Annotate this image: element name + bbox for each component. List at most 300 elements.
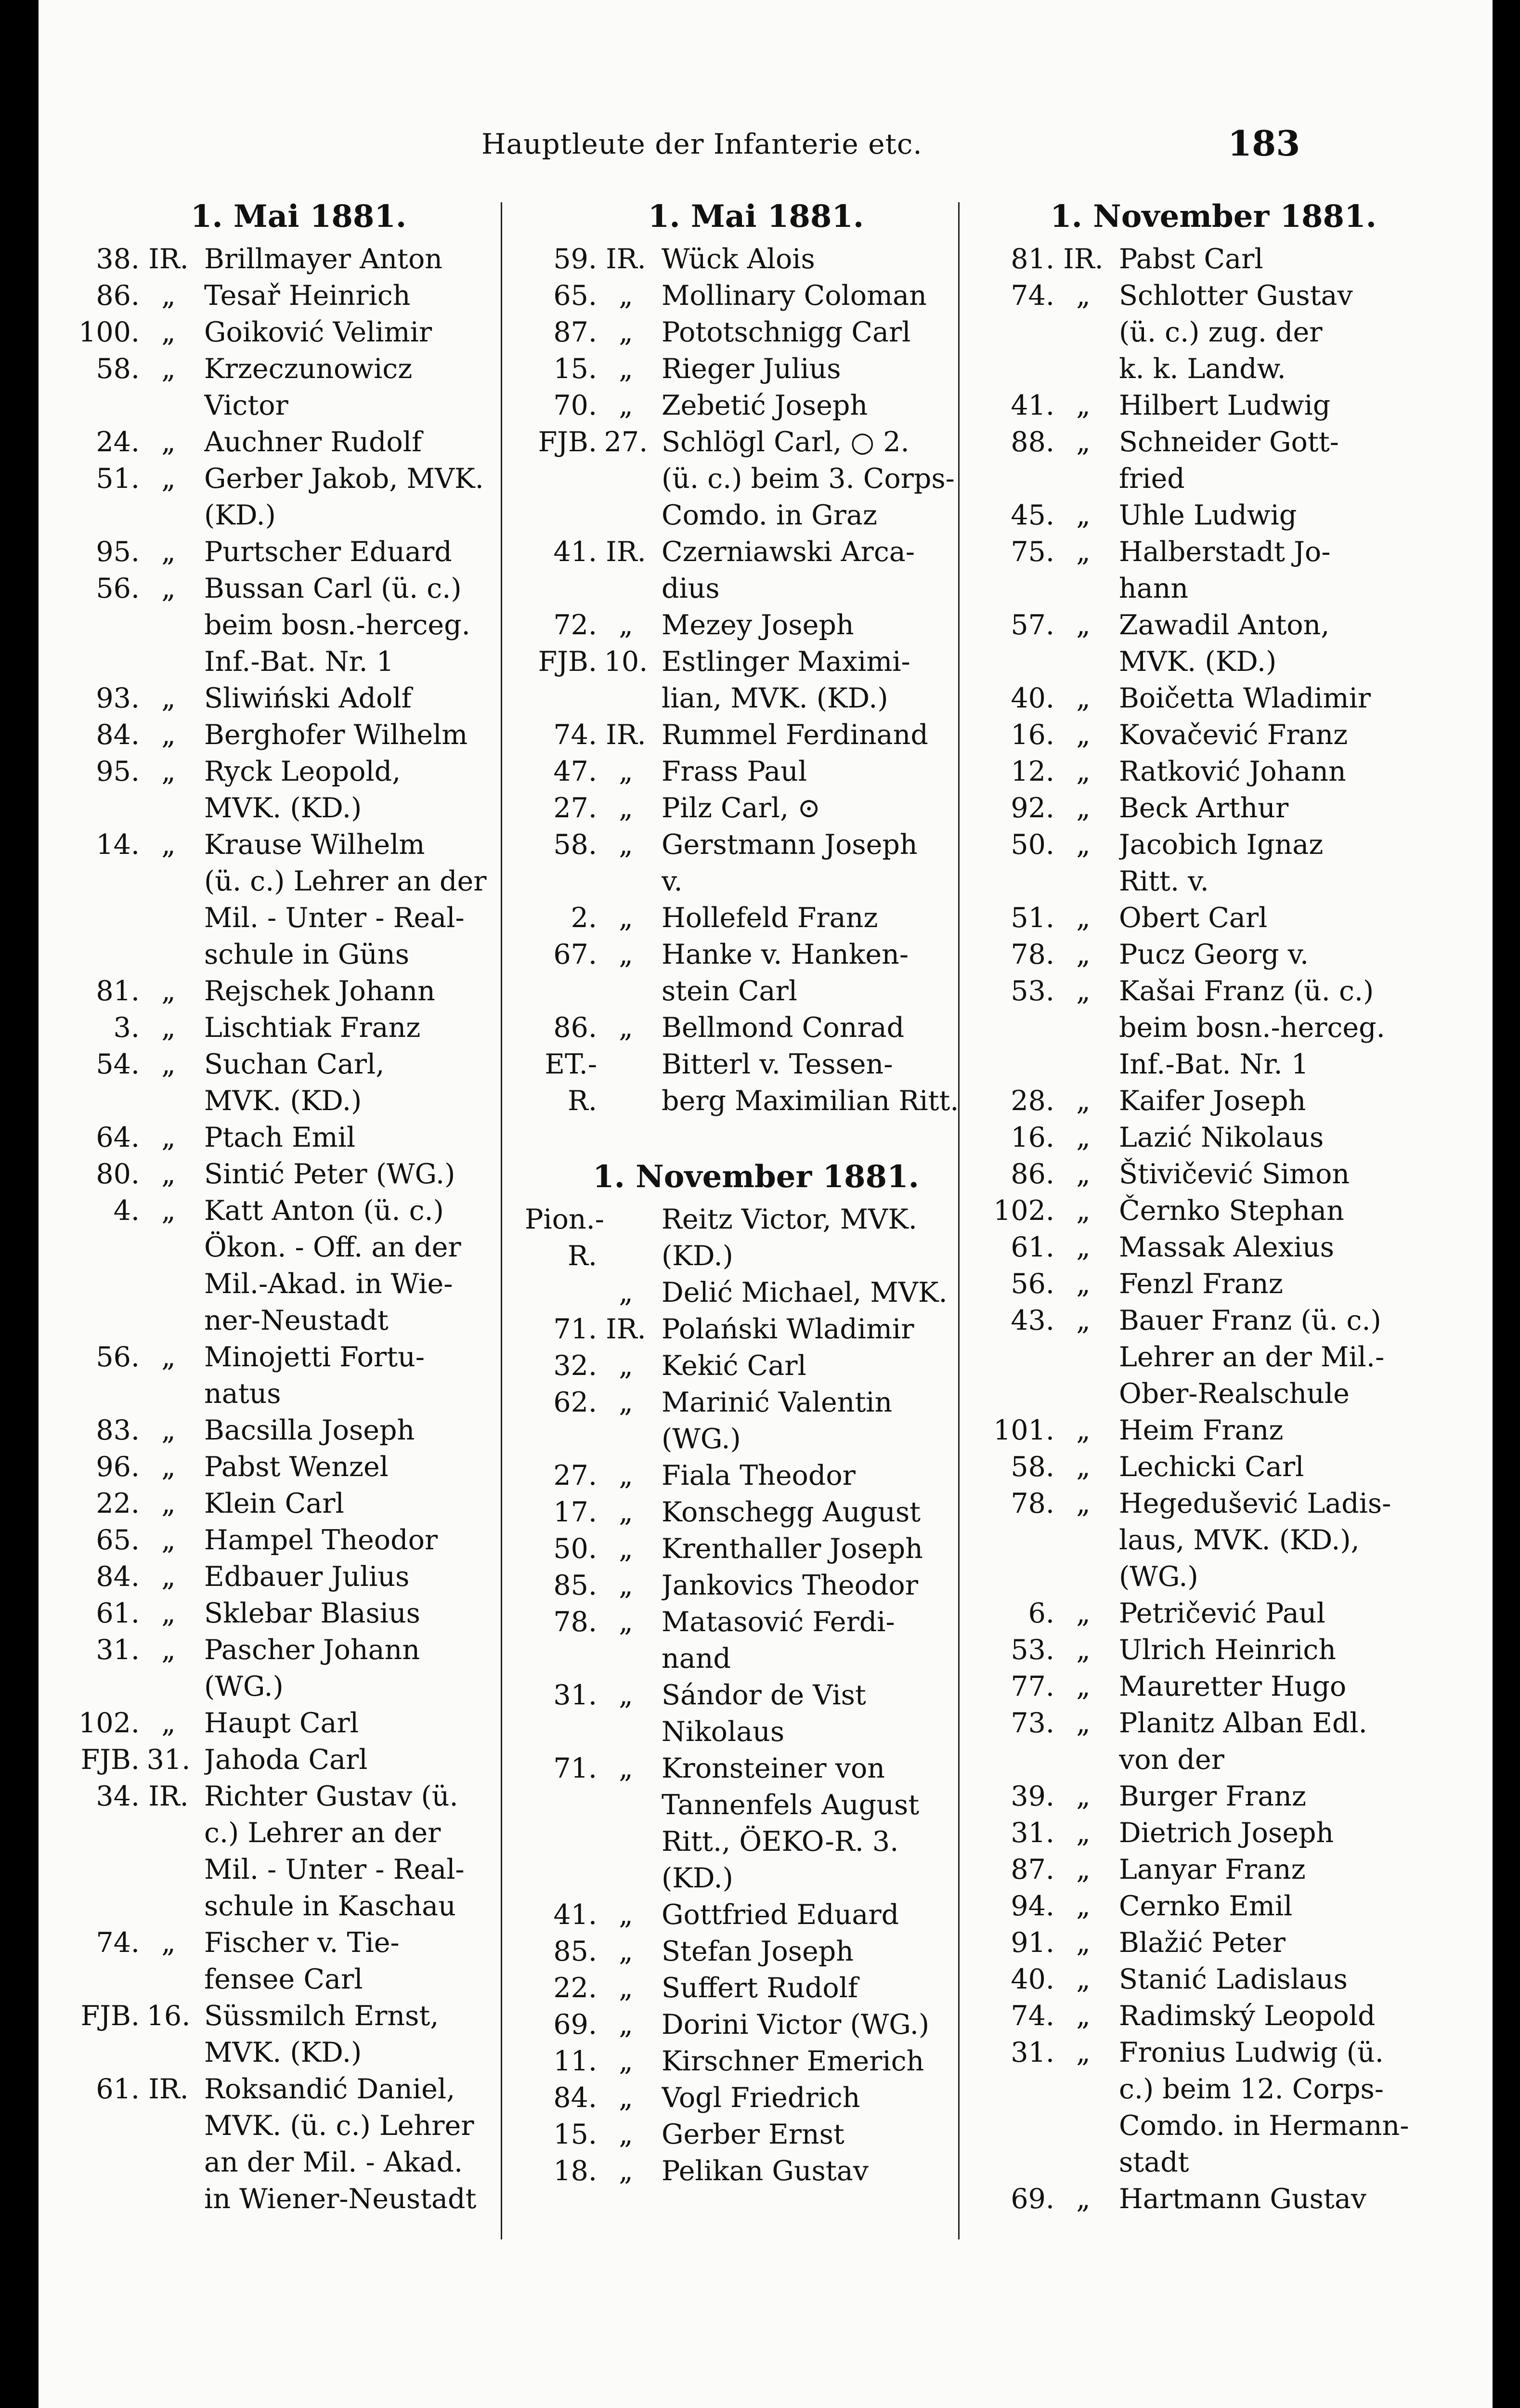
entry-text (655, 1311, 968, 1348)
list-entry (982, 497, 1425, 534)
entry-line: Petričević Paul (1119, 1597, 1325, 1629)
entry-line: laus, MVK. (KD.), (1119, 1524, 1360, 1556)
entry-regiment: „ (161, 1414, 176, 1446)
entry-regiment: „ (161, 1048, 176, 1080)
entry-text (1112, 1119, 1425, 1156)
entry-line: Gerber Jakob, MVK. (204, 463, 484, 495)
entry-line: Haupt Carl (204, 1707, 359, 1739)
entry-number: 38. (96, 243, 140, 275)
entry-line: (KD.) (662, 1862, 733, 1894)
entry-number: 50. (1011, 829, 1054, 861)
entry-line: Ritt., ÖEKO-R. 3. (662, 1826, 899, 1858)
entry-line: Fischer v. Tie- (204, 1927, 400, 1959)
entry-regiment: „ (619, 1899, 633, 1931)
entry-text (1112, 1632, 1425, 1668)
entry-text (655, 1274, 968, 1311)
entry-regiment: „ (161, 1597, 176, 1629)
entry-text (655, 1750, 968, 1897)
entry-regiment: „ (1076, 1963, 1091, 1995)
entry-line: Dietrich Joseph (1119, 1817, 1334, 1849)
entry-line: Radimský Leopold (1119, 2000, 1376, 2032)
entry-regiment: „ (1076, 1890, 1091, 1922)
entry-regiment: „ (161, 316, 176, 348)
entry-line: Mollinary Coloman (662, 280, 927, 312)
entry-number: 4. (113, 1195, 140, 1227)
list-entry (982, 826, 1425, 900)
list-entry (67, 717, 510, 753)
entry-text (1112, 1412, 1425, 1449)
entry-number: FJB. (538, 426, 597, 458)
entry-line: Purtscher Eduard (204, 536, 452, 568)
list-entry (982, 2181, 1425, 2217)
list-entry (525, 1457, 968, 1494)
list-entry (982, 936, 1425, 973)
entry-regiment: „ (1076, 1414, 1091, 1446)
list-entry (525, 1274, 968, 1311)
list-entry (67, 314, 510, 351)
entry-text (655, 351, 968, 387)
entry-line: Schlögl Carl, ○ 2. (662, 426, 909, 458)
entry-regiment: „ (619, 1387, 633, 1418)
entry-regiment: „ (161, 1451, 176, 1483)
running-head-title: Hauptleute der Infanterie etc. (481, 128, 922, 160)
entry-line: Sintić Peter (WG.) (204, 1158, 455, 1190)
list-entry (982, 1815, 1425, 1851)
entry-regiment: „ (1076, 1158, 1091, 1190)
entry-line: Rummel Ferdinand (662, 719, 928, 751)
entry-number: 86. (553, 1012, 597, 1044)
list-entry (67, 1449, 510, 1485)
section-title: 1. Mai 1881. (648, 198, 864, 235)
list-entry (67, 1778, 510, 1924)
entry-line: Bitterl v. Tessen- (662, 1048, 893, 1080)
entry-line: Beck Arthur (1119, 792, 1289, 824)
entry-line: Cernko Emil (1119, 1890, 1293, 1922)
entry-line: Ober-Realschule (1119, 1378, 1350, 1410)
entry-regiment: „ (1076, 1671, 1091, 1702)
entry-text (1112, 1888, 1425, 1924)
list-entry (525, 1933, 968, 1970)
entry-text (197, 314, 510, 351)
entry-regiment: „ (161, 353, 176, 385)
list-entry (982, 1485, 1425, 1595)
entry-line: Gerstmann Joseph (662, 829, 918, 861)
list-entry (525, 1567, 968, 1604)
entry-line: Gottfried Eduard (662, 1899, 899, 1931)
entry-regiment: „ (1076, 1707, 1091, 1739)
entry-text (197, 424, 510, 460)
entry-regiment: „ (1076, 2183, 1091, 2215)
entry-line: fensee Carl (204, 1963, 363, 1995)
entry-number: 27. (553, 792, 597, 824)
list-entry (525, 753, 968, 790)
entry-text (655, 1567, 968, 1604)
entry-line: Fenzl Franz (1119, 1268, 1283, 1300)
entry-text (1112, 2181, 1425, 2217)
entry-regiment: „ (1076, 1451, 1091, 1483)
list-entry (982, 1083, 1425, 1119)
list-entry (525, 1531, 968, 1567)
entry-text (1112, 1924, 1425, 1961)
entry-text (1112, 753, 1425, 790)
entry-text (655, 534, 968, 607)
entry-line: Burger Franz (1119, 1780, 1306, 1812)
entry-regiment: „ (619, 609, 633, 641)
entry-regiment: „ (1076, 719, 1091, 751)
entry-regiment: „ (1076, 499, 1091, 531)
entry-line: Ptach Emil (204, 1122, 356, 1153)
list-entry (982, 1632, 1425, 1668)
list-entry (525, 1311, 968, 1348)
entry-line: Ritt. v. (1119, 865, 1209, 897)
entry-line: natus (204, 1378, 281, 1410)
entry-number: 78. (1011, 1488, 1054, 1519)
list-entry (525, 936, 968, 1009)
entry-number: 65. (553, 280, 597, 312)
entry-text (197, 1339, 510, 1412)
entry-regiment: „ (1076, 2000, 1091, 2032)
entry-regiment: „ (161, 719, 176, 751)
entry-number: 70. (553, 390, 597, 421)
entry-text (655, 643, 968, 717)
entry-number: 87. (553, 316, 597, 348)
entry-line: Ryck Leopold, (204, 756, 401, 787)
entry-line: Frass Paul (662, 756, 807, 787)
entry-regiment: „ (161, 573, 176, 604)
entry-text (1112, 1192, 1425, 1229)
entry-text (197, 1119, 510, 1156)
entry-line: Hanke v. Hanken- (662, 939, 909, 970)
entry-number: FJB. (538, 646, 597, 678)
entry-text (197, 1741, 510, 1778)
entry-line: Bussan Carl (ü. c.) (204, 573, 462, 604)
entry-number: 31. (96, 1634, 140, 1666)
entry-regiment: „ (619, 2155, 633, 2187)
list-entry (982, 424, 1425, 497)
entry-line: von der (1119, 1744, 1224, 1776)
entry-line: MVK. (KD.) (204, 1085, 362, 1117)
entry-line: Bauer Franz (ü. c.) (1119, 1305, 1381, 1336)
list-entry (982, 1888, 1425, 1924)
entry-text (197, 826, 510, 973)
entry-line: (ü. c.) Lehrer an der (204, 865, 487, 897)
list-entry (982, 790, 1425, 826)
entry-number: 94. (1011, 1890, 1054, 1922)
entry-text (197, 570, 510, 680)
entry-line: Estlinger Maximi- (662, 646, 910, 678)
entry-number: 101. (993, 1414, 1054, 1446)
entry-number: 50. (553, 1533, 597, 1565)
entry-number: 45. (1011, 499, 1054, 531)
entry-number: 47. (553, 756, 597, 787)
list-entry (67, 1009, 510, 1046)
entry-line: Süssmilch Ernst, (204, 2000, 439, 2032)
entry-text (655, 2080, 968, 2116)
entry-line: Kirschner Emerich (662, 2045, 924, 2077)
entry-number: Pion.-R. (525, 1204, 604, 1272)
entry-regiment: „ (619, 1606, 633, 1638)
entry-regiment: „ (1076, 682, 1091, 714)
entry-text (197, 534, 510, 570)
entry-number: 15. (553, 2119, 597, 2150)
entry-regiment: „ (1076, 939, 1091, 970)
entry-text (1112, 790, 1425, 826)
entry-line: Jahoda Carl (204, 1744, 368, 1776)
entry-text (1112, 387, 1425, 424)
entry-number: 93. (96, 682, 140, 714)
entry-regiment: „ (161, 1561, 176, 1593)
entry-line: Vogl Friedrich (662, 2082, 860, 2114)
entry-text (1112, 1998, 1425, 2034)
entry-number: 2. (571, 902, 597, 934)
entry-number: 74. (96, 1927, 140, 1959)
entry-line: Sándor de Vist (662, 1679, 866, 1711)
entry-regiment: „ (619, 2009, 633, 2041)
entry-line: Schlotter Gustav (1119, 280, 1353, 312)
entry-number: 41. (553, 1899, 597, 1931)
entry-text (197, 1009, 510, 1046)
entry-line: MVK. (KD.) (1119, 646, 1277, 678)
entry-line: Hegedušević Ladis- (1119, 1488, 1391, 1519)
list-entry (67, 1705, 510, 1741)
entry-number: 67. (553, 939, 597, 970)
entry-text (197, 1449, 510, 1485)
entry-regiment: „ (161, 1488, 176, 1519)
entry-number: 51. (1011, 902, 1054, 934)
list-entry (67, 460, 510, 534)
entry-number: 58. (96, 353, 140, 385)
list-entry (525, 2153, 968, 2189)
entry-regiment: „ (1076, 1305, 1091, 1336)
entry-regiment: IR. (148, 1780, 189, 1812)
entry-line: Brillmayer Anton (204, 243, 442, 275)
list-entry (525, 351, 968, 387)
list-entry (67, 1595, 510, 1632)
entry-line: Pucz Georg v. (1119, 939, 1309, 970)
entry-text (197, 1485, 510, 1522)
entry-regiment: 27. (604, 426, 648, 458)
entry-text (1112, 1851, 1425, 1888)
entry-line: Mauretter Hugo (1119, 1671, 1347, 1702)
list-entry (67, 1119, 510, 1156)
section-title: 1. November 1881. (1050, 198, 1377, 235)
entry-number: 81. (1011, 243, 1054, 275)
entry-number: 17. (553, 1496, 597, 1528)
entry-line: in Wiener-Neustadt (204, 2183, 477, 2215)
entry-text (1112, 1229, 1425, 1266)
entry-line: Reitz Victor, MVK. (662, 1204, 917, 1235)
entry-line: Hilbert Ludwig (1119, 390, 1331, 421)
entry-number: 51. (96, 463, 140, 495)
entry-number: 22. (553, 1972, 597, 2004)
column-2 (525, 193, 968, 2189)
list-entry (982, 1412, 1425, 1449)
entry-number: 84. (96, 1561, 140, 1593)
entry-line: Hollefeld Franz (662, 902, 878, 934)
entry-number: 88. (1011, 426, 1054, 458)
list-entry (982, 534, 1425, 607)
entry-line: Tesař Heinrich (204, 280, 411, 312)
entry-number: 61. (96, 2073, 140, 2105)
entry-regiment: „ (161, 1122, 176, 1153)
entry-line: Kovačević Franz (1119, 719, 1348, 751)
entry-regiment: „ (161, 975, 176, 1007)
entry-regiment: „ (619, 1533, 633, 1565)
entry-text (1112, 1961, 1425, 1998)
entry-line: Lanyar Franz (1119, 1854, 1306, 1885)
entry-text (1112, 1485, 1425, 1595)
section-title: 1. Mai 1881. (190, 198, 407, 235)
list-entry (525, 241, 968, 277)
entry-line: Victor (204, 390, 288, 421)
list-entry (982, 973, 1425, 1083)
entry-line: Fronius Ludwig (ü. (1119, 2037, 1384, 2068)
entry-number: 16. (1011, 1122, 1054, 1153)
entry-regiment: „ (1076, 1122, 1091, 1153)
entry-number: 78. (553, 1606, 597, 1638)
entry-regiment: „ (619, 1753, 633, 1784)
entry-number: 72. (553, 609, 597, 641)
entry-number: 74. (553, 719, 597, 751)
entry-line: Kaifer Joseph (1119, 1085, 1306, 1117)
list-entry (67, 1522, 510, 1558)
entry-text (197, 1156, 510, 1192)
entry-line: Kekić Carl (662, 1350, 806, 1382)
entry-line: Jankovics Theodor (662, 1570, 918, 1601)
list-entry (525, 643, 968, 717)
entry-number: 56. (96, 1341, 140, 1373)
list-entry (525, 277, 968, 314)
entry-regiment: „ (619, 902, 633, 934)
entry-line: beim bosn.-herceg. (1119, 1012, 1385, 1044)
entry-line: Stefan Joseph (662, 1936, 854, 1967)
list-entry (525, 1494, 968, 1531)
entry-line: Pilz Carl, ⊙ (662, 792, 821, 824)
list-entry (982, 1229, 1425, 1266)
entry-text (1112, 1778, 1425, 1815)
entry-text (655, 1009, 968, 1046)
entry-line: Schneider Gott- (1119, 426, 1339, 458)
entry-regiment: „ (1076, 609, 1091, 641)
entry-line: an der Mil. - Akad. (204, 2146, 463, 2178)
entry-number: 40. (1011, 682, 1054, 714)
list-entry (67, 826, 510, 973)
column-1 (67, 193, 510, 2217)
entry-text (197, 973, 510, 1009)
entry-text (1112, 826, 1425, 900)
list-entry (67, 1741, 510, 1778)
list-entry (67, 534, 510, 570)
entry-regiment: IR. (606, 719, 646, 751)
entry-text (1112, 424, 1425, 497)
entry-text (1112, 936, 1425, 973)
entry-line: Heim Franz (1119, 1414, 1284, 1446)
entry-text (655, 936, 968, 1009)
entry-text (655, 2116, 968, 2153)
entry-text (197, 351, 510, 424)
entry-number: 39. (1011, 1780, 1054, 1812)
entry-text (197, 1522, 510, 1558)
list-entry (67, 1156, 510, 1192)
entry-line: Kronsteiner von (662, 1753, 885, 1784)
entry-line: beim bosn.-herceg. (204, 609, 470, 641)
entry-text (197, 460, 510, 534)
entry-regiment: „ (1076, 902, 1091, 934)
list-entry (982, 277, 1425, 387)
entry-regiment: „ (619, 829, 633, 861)
entry-line: Hampel Theodor (204, 1524, 438, 1556)
entry-regiment (597, 1201, 655, 1274)
list-entry (525, 387, 968, 424)
entry-line: Štivičević Simon (1119, 1158, 1350, 1190)
entry-text (1112, 717, 1425, 753)
entry-regiment: IR. (606, 536, 646, 568)
entry-line: Comdo. in Graz (662, 499, 877, 531)
entry-line: Zawadil Anton, (1119, 609, 1330, 641)
entry-text (1112, 1668, 1425, 1705)
entry-number: 95. (96, 536, 140, 568)
entry-number: 69. (553, 2009, 597, 2041)
entry-line: Massak Alexius (1119, 1231, 1334, 1263)
entry-number: ET.-R. (545, 1048, 597, 1117)
entry-regiment: „ (619, 1972, 633, 2004)
entry-number: 31. (1011, 1817, 1054, 1849)
entry-number: 83. (96, 1414, 140, 1446)
list-entry (982, 1449, 1425, 1485)
entry-regiment: IR. (606, 1313, 646, 1345)
entry-regiment: „ (1076, 975, 1091, 1007)
entry-number: 74. (1011, 280, 1054, 312)
entry-number: 18. (553, 2155, 597, 2187)
list-entry (982, 1119, 1425, 1156)
list-entry (525, 314, 968, 351)
list-entry (67, 241, 510, 277)
entry-regiment: „ (1076, 1854, 1091, 1885)
entry-line: Wück Alois (662, 243, 815, 275)
entry-line: Richter Gustav (ü. (204, 1780, 458, 1812)
entry-line: Boičetta Wladimir (1119, 682, 1371, 714)
list-entry (982, 1156, 1425, 1192)
entry-line: Polański Wladimir (662, 1313, 914, 1345)
entry-regiment: „ (619, 1277, 633, 1309)
entry-regiment: „ (1076, 1195, 1091, 1227)
entry-line: (ü. c.) beim 3. Corps- (662, 463, 955, 495)
entry-number: 11. (553, 2045, 597, 2077)
entry-line: Czerniawski Arca- (662, 536, 915, 568)
entry-regiment: „ (619, 1679, 633, 1711)
entry-text (197, 241, 510, 277)
entry-line: (WG.) (204, 1671, 284, 1702)
entry-text (1112, 1156, 1425, 1192)
list-entry (67, 351, 510, 424)
list-entry (525, 1348, 968, 1384)
entry-regiment: „ (161, 1158, 176, 1190)
entry-regiment: „ (161, 756, 176, 787)
list-entry (525, 2080, 968, 2116)
list-entry (982, 1851, 1425, 1888)
entry-line: Ökon. - Off. an der (204, 1231, 461, 1263)
entry-regiment: „ (619, 316, 633, 348)
entry-number: 84. (553, 2082, 597, 2114)
entry-regiment (597, 1046, 655, 1119)
entry-line: Jacobich Ignaz (1119, 829, 1324, 861)
entry-line: Pabst Carl (1119, 243, 1263, 275)
entry-text (197, 1595, 510, 1632)
entry-number: 58. (1011, 1451, 1054, 1483)
entry-line: Roksandić Daniel, (204, 2073, 455, 2105)
entry-number: 75. (1011, 536, 1054, 568)
entry-number: 80. (96, 1158, 140, 1190)
